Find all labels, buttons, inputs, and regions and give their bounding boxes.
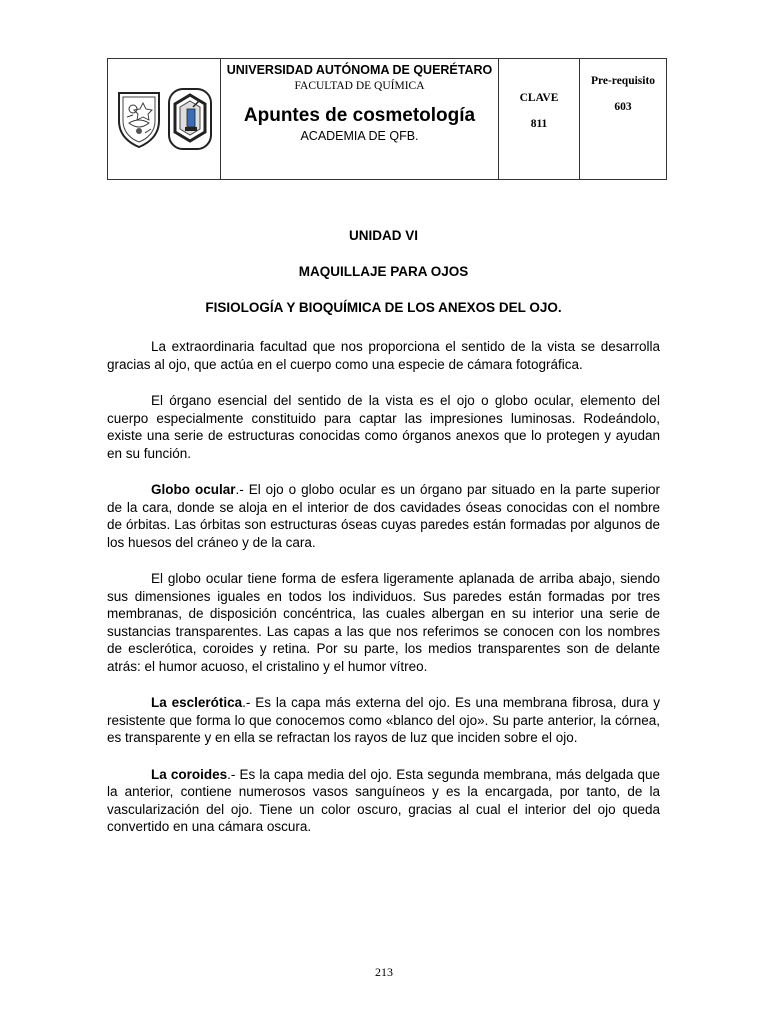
university-seal-icon: [115, 89, 163, 149]
paragraph: El órgano esencial del sentido de la vista es el ojo o globo ocular, elemento del cuerpo especialmente constituido para captar las impresiones luminosas. Rodeándolo, existe una serie de estructuras conocidas como órganos anexos que lo protegen y ayudan en su función.: [107, 393, 660, 461]
institution-cell: [221, 59, 499, 180]
clave-label: CLAVE: [519, 92, 559, 104]
logos-cell: [108, 59, 221, 180]
paragraph: La esclerótica.- Es la capa más externa del ojo. Es una membrana fibrosa, dura y resistente que forma lo que conocemos como «blanco del ojo». Su parte anterior, la córnea, es transparente y en ella se refractan los rayos de luz que inciden sobre el ojo.: [107, 695, 660, 745]
paragraph: La coroides.- Es la capa media del ojo. Esta segunda membrana, más delgada que la anterior, contiene numerosos vasos sanguíneos y es la encargada, por tanto, de la vascularización del ojo. Tiene un color oscuro, gracias al cual el interior del ojo queda convertido en una cámara oscura.: [107, 766, 660, 834]
unit-heading: UNIDAD VI: [348, 228, 418, 243]
prerequisite-cell: [580, 59, 667, 180]
page-number: 213: [375, 965, 393, 979]
faculty-name: FACULTAD DE QUÍMICA: [294, 80, 425, 92]
paragraph: El globo ocular tiene forma de esfera ligeramente aplanada de arriba abajo, siendo sus dimensiones iguales en todos los individuos. Sus paredes están formadas por tres membranas, de disposición concéntrica, las cuales albergan en su interior una serie de sustancias transparentes. Las capas a las que nos referimos se conocen con los nombres de esclerótica, coroides y retina. Por su parte, los medios transparentes son de delante atrás: el humor acuoso, el cristalino y el humor vítreo.: [107, 571, 660, 674]
clave-value: 811: [530, 118, 548, 130]
clave-cell: [499, 59, 580, 180]
header-table: [107, 58, 667, 180]
term-esclerotica: La esclerótica: [151, 695, 243, 710]
paragraph: La extraordinaria facultad que nos proporciona el sentido de la vista se desarrolla gracias al ojo, que actúa en el cuerpo como una especie de cámara fotográfica.: [107, 339, 660, 372]
prerequisite-label: Pre-requisito: [590, 75, 656, 87]
term-coroides: La coroides: [151, 766, 228, 782]
university-name: UNIVERSIDAD AUTÓNOMA DE QUERÉTARO: [226, 63, 493, 77]
section-headings: [107, 228, 660, 316]
subtopic-heading: FISIOLOGÍA Y BIOQUÍMICA DE LOS ANEXOS DEL OJO.: [205, 300, 562, 315]
term-globo-ocular: Globo ocular: [151, 482, 236, 497]
academy-name: ACADEMIA DE QFB.: [300, 129, 419, 143]
paragraph: Globo ocular.- El ojo o globo ocular es un órgano par situado en la parte superior de la cara, donde se aloja en el interior de dos cavidades óseas conocidas con el nombre de órbitas. Las órbitas son estructuras óseas cuyas paredes están formadas por algunos de los huesos del cráneo y de la cara.: [107, 482, 660, 550]
faculty-chemistry-logo-icon: [167, 87, 213, 151]
topic-heading: MAQUILLAJE PARA OJOS: [298, 264, 469, 279]
prerequisite-value: 603: [614, 101, 632, 113]
document-title: Apuntes de cosmetología: [243, 105, 476, 126]
body-text: [107, 338, 660, 855]
